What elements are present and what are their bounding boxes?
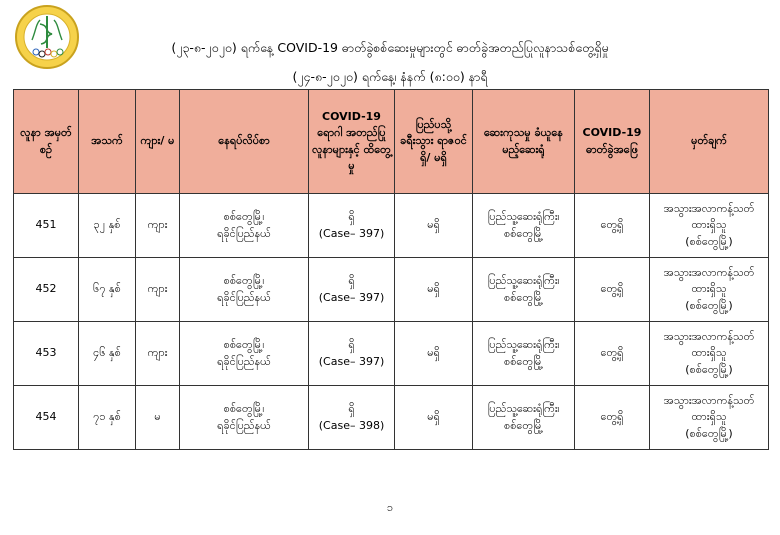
result-cell: တွေ့ရှိ (575, 322, 650, 386)
remark-line: အသွားအလာကန့်သတ် (663, 265, 755, 279)
age-cell: ၄၆ နှစ် (79, 322, 136, 386)
page-number: ၁ (386, 501, 394, 514)
address-line: ရခိုင်ပြည်နယ် (217, 226, 271, 240)
result-cell: တွေ့ရှိ (575, 386, 650, 450)
case-no-cell: 453 (14, 322, 79, 386)
address-cell (180, 258, 309, 322)
remark-cell (650, 194, 769, 258)
sex-cell: ကျား (136, 322, 180, 386)
address-line: စစ်တွေမြို့၊ (223, 338, 265, 351)
contact-line: (Case– 397) (318, 290, 385, 304)
sex-cell: ကျား (136, 258, 180, 322)
table-row (14, 258, 769, 322)
result-cell: တွေ့ရှိ (575, 258, 650, 322)
col-header-sex: ကျား/ မ (136, 90, 180, 194)
ministry-logo-icon (14, 4, 80, 70)
address-cell (180, 322, 309, 386)
remark-line: အသွားအလာကန့်သတ် (663, 393, 755, 407)
remark-cell (650, 322, 769, 386)
case-no-cell: 451 (14, 194, 79, 258)
cases-table (13, 89, 769, 450)
sex-cell: မ (136, 386, 180, 450)
hospital-cell (473, 386, 575, 450)
table-row (14, 322, 769, 386)
col-header-contact: COVID-19 ရောဂါ အတည်ပြု လူနာများနှင့် ထိတွေ့မှု (309, 90, 395, 194)
travel-cell: မရှိ (395, 322, 473, 386)
report-title: (၂၃-၈-၂၀၂၀) ရက်နေ့ COVID-19 ဓာတ်ခွဲစစ်ဆေးမှုများတွင် ဓာတ်ခွဲအတည်ပြုလူနာသစ်တွေ့ရှိမှု (171, 40, 609, 55)
remark-line: ထားရှိသူ (691, 410, 727, 424)
col-header-age: အသက် (79, 90, 136, 194)
age-cell: ၆၇ နှစ် (79, 258, 136, 322)
contact-cell (309, 194, 395, 258)
address-line: စစ်တွေမြို့၊ (223, 210, 265, 223)
contact-line: ရှိ (348, 274, 355, 287)
remark-line: ထားရှိသူ (691, 282, 727, 296)
remark-line: (စစ်တွေမြို့) (685, 362, 733, 376)
address-line: ရခိုင်ပြည်နယ် (217, 290, 271, 304)
address-line: စစ်တွေမြို့၊ (223, 274, 265, 287)
report-subtitle: (၂၄-၈-၂၀၂၀) ရက်နေ့၊ နံနက် (၈:၀၀) နာရီ (292, 69, 488, 84)
remark-line: ထားရှိသူ (691, 218, 727, 232)
remark-cell (650, 258, 769, 322)
hospital-line: စစ်တွေမြို့ (504, 226, 543, 240)
remark-line: အသွားအလာကန့်သတ် (663, 329, 755, 343)
table-row (14, 194, 769, 258)
case-no-cell: 454 (14, 386, 79, 450)
col-header-travel: ပြည်ပသို့ ခရီးသွား ရာဇဝင် ရှိ/ မရှိ (395, 90, 473, 194)
age-cell: ၃၂ နှစ် (79, 194, 136, 258)
contact-line: ရှိ (348, 338, 355, 351)
travel-cell: မရှိ (395, 194, 473, 258)
remark-line: ထားရှိသူ (691, 346, 727, 360)
col-header-result: COVID-19 ဓာတ်ခွဲအဖြေ (575, 90, 650, 194)
remark-line: (စစ်တွေမြို့) (685, 298, 733, 312)
col-header-case-no: လူနာ အမှတ် စဉ် (14, 90, 79, 194)
contact-line: ရှိ (348, 210, 355, 223)
table-row (14, 386, 769, 450)
hospital-line: စစ်တွေမြို့ (504, 354, 543, 368)
remark-line: (စစ်တွေမြို့) (685, 426, 733, 440)
address-line: စစ်တွေမြို့၊ (223, 402, 265, 415)
contact-cell (309, 322, 395, 386)
contact-line: (Case– 397) (318, 226, 385, 240)
sex-cell: ကျား (136, 194, 180, 258)
hospital-line: စစ်တွေမြို့ (504, 418, 543, 432)
hospital-line: စစ်တွေမြို့ (504, 290, 543, 304)
col-header-remark: မှတ်ချက် (650, 90, 769, 194)
contact-line: (Case– 397) (318, 354, 385, 368)
travel-cell: မရှိ (395, 386, 473, 450)
col-header-hospital: ဆေးကုသမှု ခံယူနေမည့်ဆေးရုံ (473, 90, 575, 194)
contact-cell (309, 258, 395, 322)
hospital-line: ပြည်သူ့ဆေးရုံကြီး၊ (487, 402, 560, 415)
remark-line: အသွားအလာကန့်သတ် (663, 201, 755, 215)
result-cell: တွေ့ရှိ (575, 194, 650, 258)
contact-line: ရှိ (348, 402, 355, 415)
contact-line: (Case– 398) (318, 418, 385, 432)
header-row (14, 90, 769, 194)
age-cell: ၇၁ နှစ် (79, 386, 136, 450)
remark-cell (650, 386, 769, 450)
hospital-line: ပြည်သူ့ဆေးရုံကြီး၊ (487, 338, 560, 351)
contact-cell (309, 386, 395, 450)
hospital-cell (473, 258, 575, 322)
case-no-cell: 452 (14, 258, 79, 322)
hospital-cell (473, 194, 575, 258)
address-line: ရခိုင်ပြည်နယ် (217, 354, 271, 368)
col-header-address: နေရပ်လိပ်စာ (180, 90, 309, 194)
address-cell (180, 194, 309, 258)
travel-cell: မရှိ (395, 258, 473, 322)
hospital-line: ပြည်သူ့ဆေးရုံကြီး၊ (487, 274, 560, 287)
hospital-cell (473, 322, 575, 386)
remark-line: (စစ်တွေမြို့) (685, 234, 733, 248)
address-cell (180, 386, 309, 450)
hospital-line: ပြည်သူ့ဆေးရုံကြီး၊ (487, 210, 560, 223)
address-line: ရခိုင်ပြည်နယ် (217, 418, 271, 432)
